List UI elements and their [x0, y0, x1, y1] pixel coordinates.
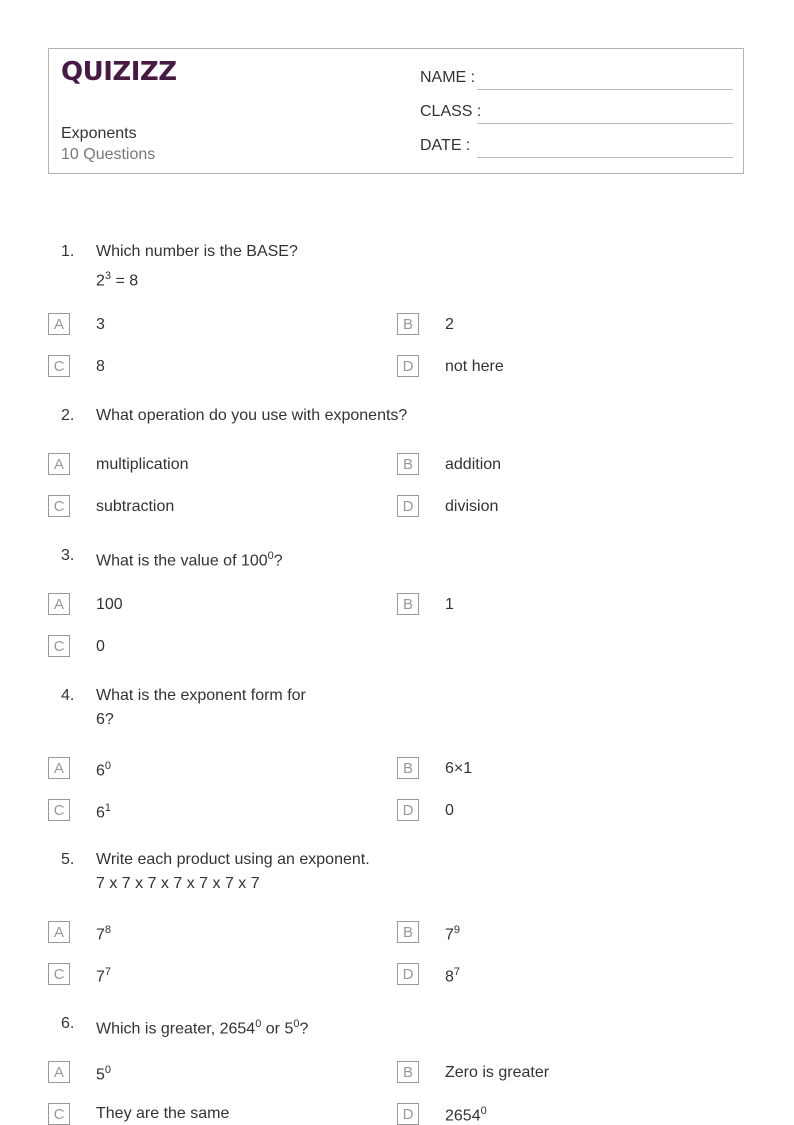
worksheet-title: Exponents: [61, 125, 137, 142]
option-b-box[interactable]: B: [397, 757, 419, 779]
option-a-box[interactable]: A: [48, 1061, 70, 1083]
question-text: Write each product using an exponent.: [96, 851, 370, 868]
question-number: 2.: [61, 407, 75, 424]
option-d-text: $8^7$: [445, 966, 461, 986]
option-c-box[interactable]: C: [48, 635, 70, 657]
option-d-text: 0: [445, 802, 454, 819]
option-c-text: subtraction: [96, 498, 175, 515]
date-line[interactable]: [477, 157, 733, 158]
option-a-text: $5^0$: [96, 1064, 112, 1084]
option-d-text: division: [445, 498, 499, 515]
date-label: DATE :: [420, 137, 471, 154]
question-text: What is the exponent form for: [96, 687, 306, 704]
worksheet-header: [48, 48, 744, 174]
option-a-text: multiplication: [96, 456, 189, 473]
option-c-box[interactable]: C: [48, 799, 70, 821]
name-line[interactable]: [477, 89, 733, 90]
option-c-box[interactable]: C: [48, 495, 70, 517]
option-a-box[interactable]: A: [48, 453, 70, 475]
option-a-box[interactable]: A: [48, 313, 70, 335]
option-a-text: 100: [96, 596, 123, 613]
class-label: CLASS :: [420, 103, 482, 120]
option-c-text: $6^1$: [96, 802, 112, 822]
option-b-box[interactable]: B: [397, 593, 419, 615]
option-d-box[interactable]: D: [397, 355, 419, 377]
option-a-box[interactable]: A: [48, 921, 70, 943]
option-b-box[interactable]: B: [397, 1061, 419, 1083]
option-d-box[interactable]: D: [397, 1103, 419, 1125]
option-c-text: $7^7$: [96, 966, 112, 986]
question-text: What is the value of $100^0$?: [96, 550, 283, 570]
option-a-text: 3: [96, 316, 105, 333]
question-expression: $2^3 = 8$: [96, 270, 139, 290]
question-count: 10 Questions: [61, 146, 156, 163]
option-b-text: Zero is greater: [445, 1064, 550, 1081]
question-number: 3.: [61, 547, 75, 564]
option-b-text: $7^9$: [445, 924, 461, 944]
option-b-box[interactable]: B: [397, 921, 419, 943]
option-d-box[interactable]: D: [397, 495, 419, 517]
question-text-line2: 7 x 7 x 7 x 7 x 7 x 7 x 7: [96, 875, 260, 892]
option-d-text: not here: [445, 358, 504, 375]
option-a-box[interactable]: A: [48, 757, 70, 779]
question-text: What operation do you use with exponents?: [96, 407, 408, 424]
option-c-text: 8: [96, 358, 105, 375]
option-b-text: 1: [445, 596, 454, 613]
name-label: NAME :: [420, 69, 476, 86]
question-text: Which is greater, 2654$^0$ or $5^0$?: [96, 1018, 309, 1038]
option-b-text: 6×1: [445, 760, 473, 777]
option-d-box[interactable]: D: [397, 963, 419, 985]
option-a-text: $7^8$: [96, 924, 112, 944]
option-a-box[interactable]: A: [48, 593, 70, 615]
option-c-box[interactable]: C: [48, 963, 70, 985]
option-b-box[interactable]: B: [397, 313, 419, 335]
option-c-box[interactable]: C: [48, 1103, 70, 1125]
option-b-box[interactable]: B: [397, 453, 419, 475]
class-line[interactable]: [477, 123, 733, 124]
option-d-text: 2654$^0$: [445, 1105, 487, 1125]
option-b-text: addition: [445, 456, 502, 473]
quizizz-logo: QUIZIZZ: [61, 57, 177, 87]
option-b-text: 2: [445, 316, 454, 333]
question-text-line2: 6?: [96, 711, 114, 728]
question-number: 4.: [61, 687, 75, 704]
option-c-box[interactable]: C: [48, 355, 70, 377]
question-number: 1.: [61, 243, 75, 260]
option-c-text: They are the same: [96, 1105, 230, 1122]
option-a-text: $6^0$: [96, 760, 112, 780]
option-c-text: 0: [96, 638, 105, 655]
question-number: 6.: [61, 1015, 75, 1032]
question-number: 5.: [61, 851, 75, 868]
option-d-box[interactable]: D: [397, 799, 419, 821]
question-text: Which number is the BASE?: [96, 243, 298, 260]
